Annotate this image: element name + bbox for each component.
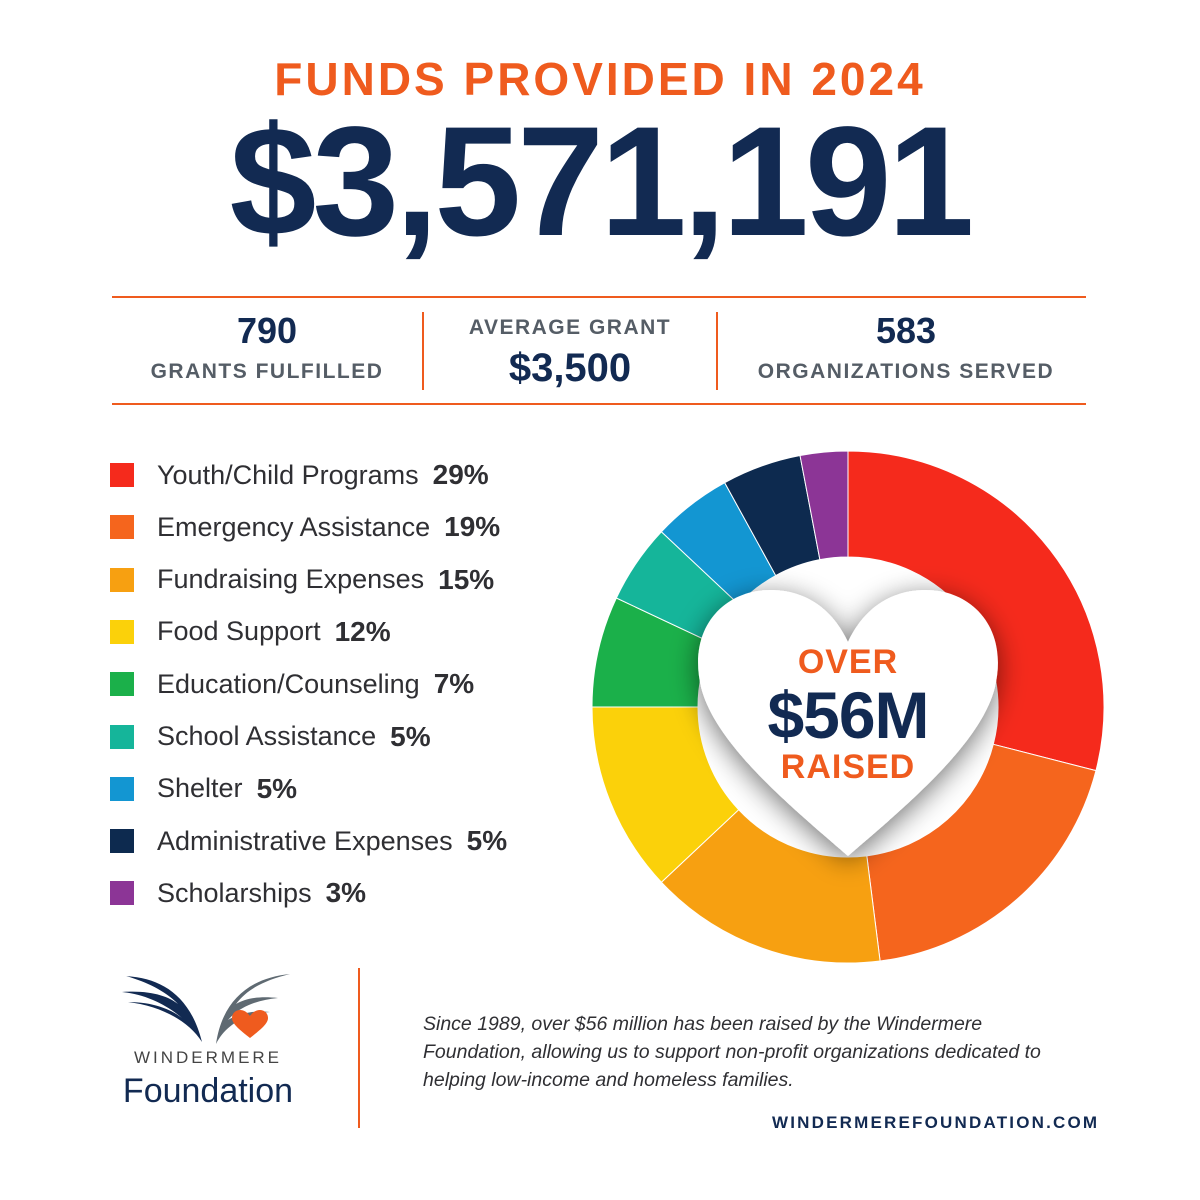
divider-bottom [112, 403, 1086, 405]
website-link[interactable]: WINDERMEREFOUNDATION.COM [772, 1113, 1100, 1132]
legend-swatch [110, 829, 134, 853]
legend-value: 12% [334, 615, 391, 647]
stat-value: 790 [236, 310, 298, 351]
legend-value: 19% [444, 511, 501, 543]
legend-label: Scholarships [157, 877, 312, 908]
heart-label-top: OVER [797, 643, 899, 681]
heart-label-bottom: RAISED [780, 748, 916, 786]
legend-item [110, 717, 431, 757]
legend-item [110, 769, 297, 809]
legend-item [110, 821, 507, 861]
legend-swatch [110, 777, 134, 801]
windermere-logo [120, 972, 296, 1046]
legend-value: 5% [466, 825, 508, 857]
stat-label: AVERAGE GRANT [468, 316, 672, 339]
legend-item [110, 664, 474, 704]
legend-swatch [110, 672, 134, 696]
legend-swatch [110, 881, 134, 905]
stat-organizations [718, 310, 1094, 384]
stat-label: ORGANIZATIONS SERVED [757, 360, 1055, 383]
heart-amount: $56M [767, 678, 929, 752]
brand-name-bottom: Foundation [122, 1072, 294, 1110]
stat-average-grant [424, 316, 716, 391]
legend-label: Food Support [157, 616, 321, 647]
page-title: FUNDS PROVIDED IN 2024 [274, 53, 926, 105]
legend-value: 29% [432, 459, 489, 490]
footer-divider [358, 968, 360, 1128]
legend-value: 15% [438, 563, 495, 595]
legend-label: Youth/Child Programs [157, 459, 419, 490]
description-text: Since 1989, over $56 million has been raised by the Windermere Foundation, allowing us to support non-profit organizations dedicated to helping low-income and homeless families. [423, 1013, 1041, 1091]
total-funds: $3,571,191 [229, 95, 971, 269]
divider-top [112, 296, 1086, 298]
legend-item [110, 455, 489, 495]
legend-value: 5% [256, 772, 298, 804]
legend-swatch [110, 568, 134, 592]
brand-name-top: WINDERMERE [133, 1048, 283, 1067]
stat-value: $3,500 [508, 346, 632, 390]
legend-swatch [110, 515, 134, 539]
legend-value: 3% [325, 877, 367, 909]
legend-item [110, 612, 391, 652]
stat-value: 583 [875, 310, 937, 351]
legend-value: 5% [390, 720, 431, 752]
legend-label: Emergency Assistance [157, 511, 431, 542]
legend-label: School Assistance [157, 721, 377, 751]
legend-label: Shelter [157, 773, 243, 804]
legend-swatch [110, 463, 134, 487]
legend-item [110, 507, 500, 547]
legend-value: 7% [433, 668, 475, 700]
legend-swatch [110, 725, 134, 749]
stat-label: GRANTS FULFILLED [150, 360, 384, 383]
legend-swatch [110, 620, 134, 644]
legend-item [110, 560, 494, 600]
legend-label: Administrative Expenses [157, 825, 453, 856]
legend-item [110, 873, 366, 913]
stat-grants [112, 310, 422, 384]
legend-label: Fundraising Expenses [157, 564, 425, 595]
legend-label: Education/Counseling [157, 668, 420, 699]
